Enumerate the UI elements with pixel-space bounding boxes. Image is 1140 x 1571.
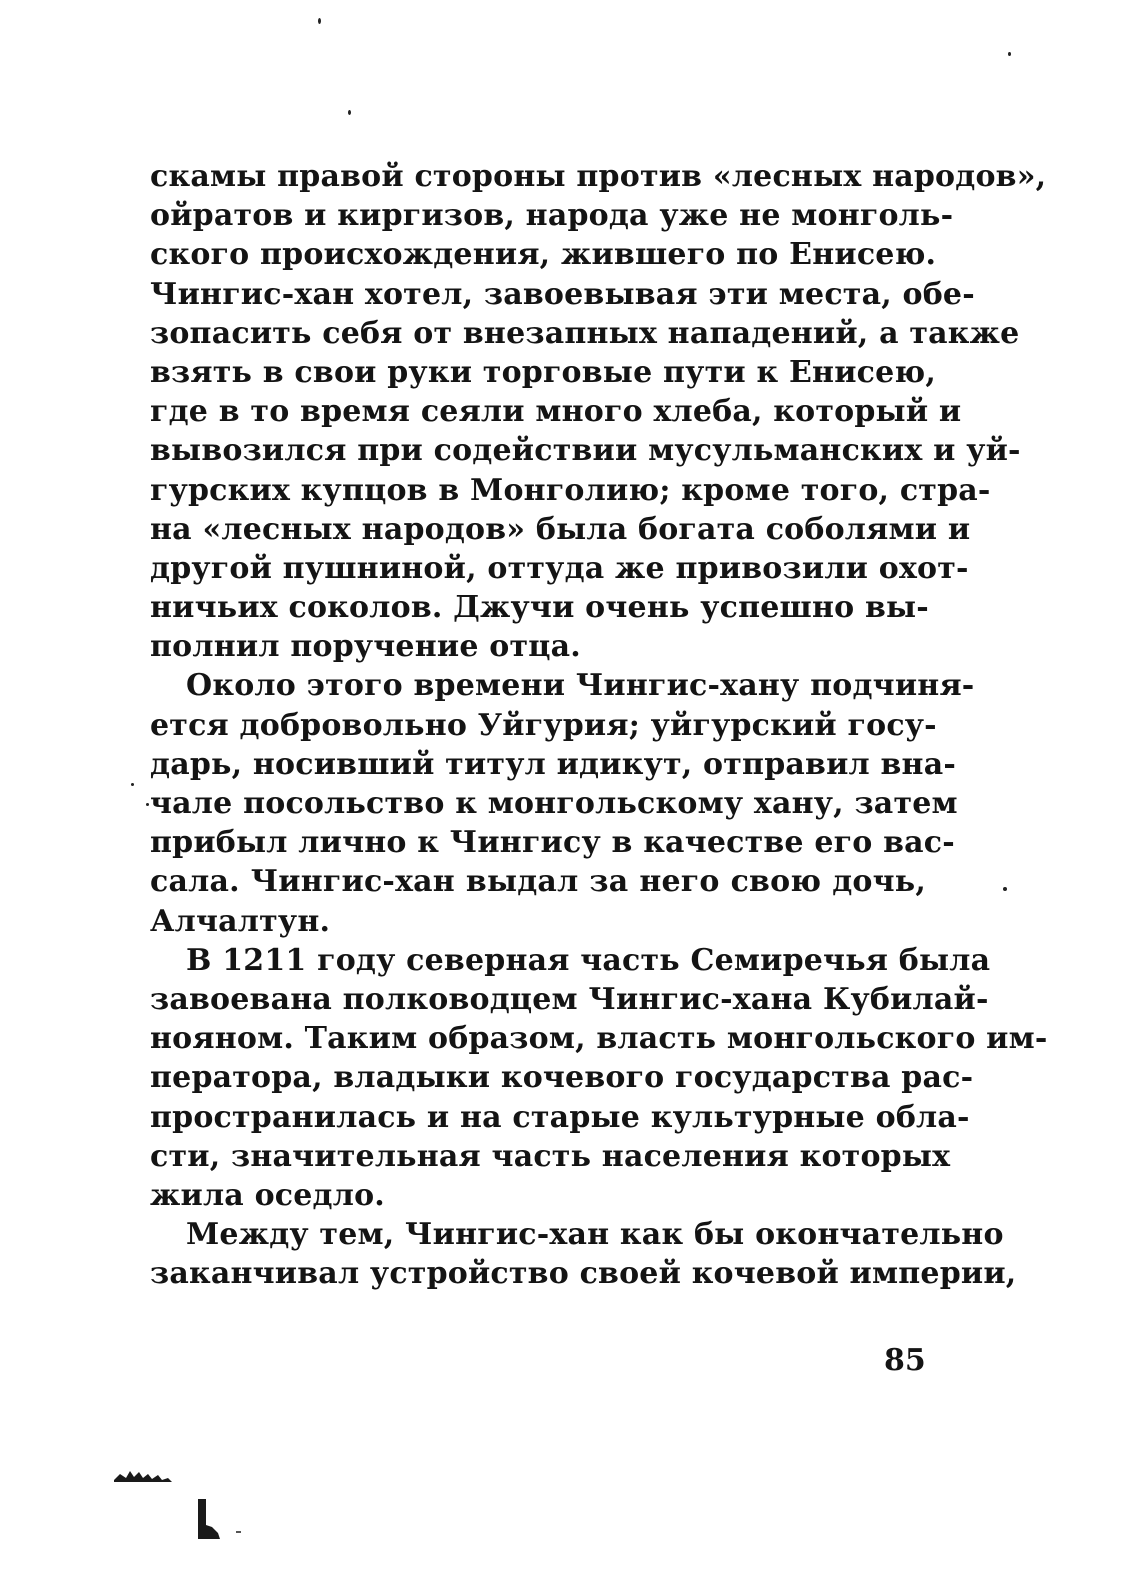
text-line: другой пушниной, оттуда же привозили охот- bbox=[150, 550, 969, 586]
page-number: 85 bbox=[884, 1343, 926, 1378]
scan-speck bbox=[146, 803, 149, 806]
scan-blot bbox=[196, 1497, 248, 1542]
text-line: ператора, владыки кочевого государства рас- bbox=[150, 1060, 974, 1096]
text-line: чале посольство к монгольскому хану, затем bbox=[150, 786, 958, 821]
body-text bbox=[150, 157, 1048, 1293]
text-line: пространилась и на старые культурные обла- bbox=[150, 1099, 970, 1135]
text-line: Алчалтун. bbox=[150, 903, 331, 939]
text-line: ется добровольно Уйгурия; уйгурский госу- bbox=[150, 707, 937, 743]
text-line: прибыл лично к Чингису в качестве его вас- bbox=[150, 825, 955, 861]
text-line: на «лесных народов» была богата соболями и bbox=[150, 511, 971, 547]
text-line: зопасить себя от внезапных нападений, а также bbox=[150, 315, 1020, 351]
paragraph-first-line: В 1211 году северная часть Семиречья была bbox=[186, 942, 991, 978]
text-line: заканчивал устройство своей кочевой империи, bbox=[150, 1256, 1017, 1292]
scan-speck bbox=[1008, 52, 1011, 56]
text-line: полнил поручение отца. bbox=[150, 629, 581, 665]
text-line: скамы правой стороны против «лесных народов», bbox=[150, 159, 1047, 194]
scan-blot bbox=[112, 1466, 176, 1484]
text-line: где в то время сеяли много хлеба, который и bbox=[150, 394, 962, 430]
text-line: сти, значительная часть населения которых bbox=[150, 1138, 951, 1174]
text-line: ского происхождения, жившего по Енисею. bbox=[150, 237, 937, 273]
text-line: ойратов и киргизов, народа уже не монголь- bbox=[150, 198, 954, 234]
text-line: завоевана полководцем Чингис-хана Кубилай- bbox=[150, 981, 989, 1017]
scan-speck bbox=[131, 783, 134, 786]
text-line: Чингис-хан хотел, завоевывая эти места, обе- bbox=[150, 276, 975, 312]
text-line: дарь, носивший титул идикут, отправил вна- bbox=[150, 746, 957, 782]
scan-speck bbox=[1003, 887, 1007, 891]
paragraph-first-line: Между тем, Чингис-хан как бы окончательно bbox=[186, 1217, 1004, 1253]
text-line: вывозился при содействии мусульманских и уй- bbox=[150, 433, 1021, 469]
text-line: нояном. Таким образом, власть монгольского им- bbox=[150, 1021, 1048, 1057]
text-line: жила оседло. bbox=[150, 1177, 385, 1213]
text-line: гурских купцов в Монголию; кроме того, стра- bbox=[150, 472, 991, 508]
scan-speck bbox=[318, 18, 321, 24]
text-line: ничьих соколов. Джучи очень успешно вы- bbox=[150, 590, 929, 626]
text-line: взять в свои руки торговые пути к Енисею, bbox=[150, 354, 937, 390]
scan-speck bbox=[348, 110, 351, 115]
paragraph-first-line: Около этого времени Чингис-хану подчиня- bbox=[186, 668, 975, 704]
text-line: сала. Чингис-хан выдал за него свою дочь, bbox=[150, 864, 926, 900]
